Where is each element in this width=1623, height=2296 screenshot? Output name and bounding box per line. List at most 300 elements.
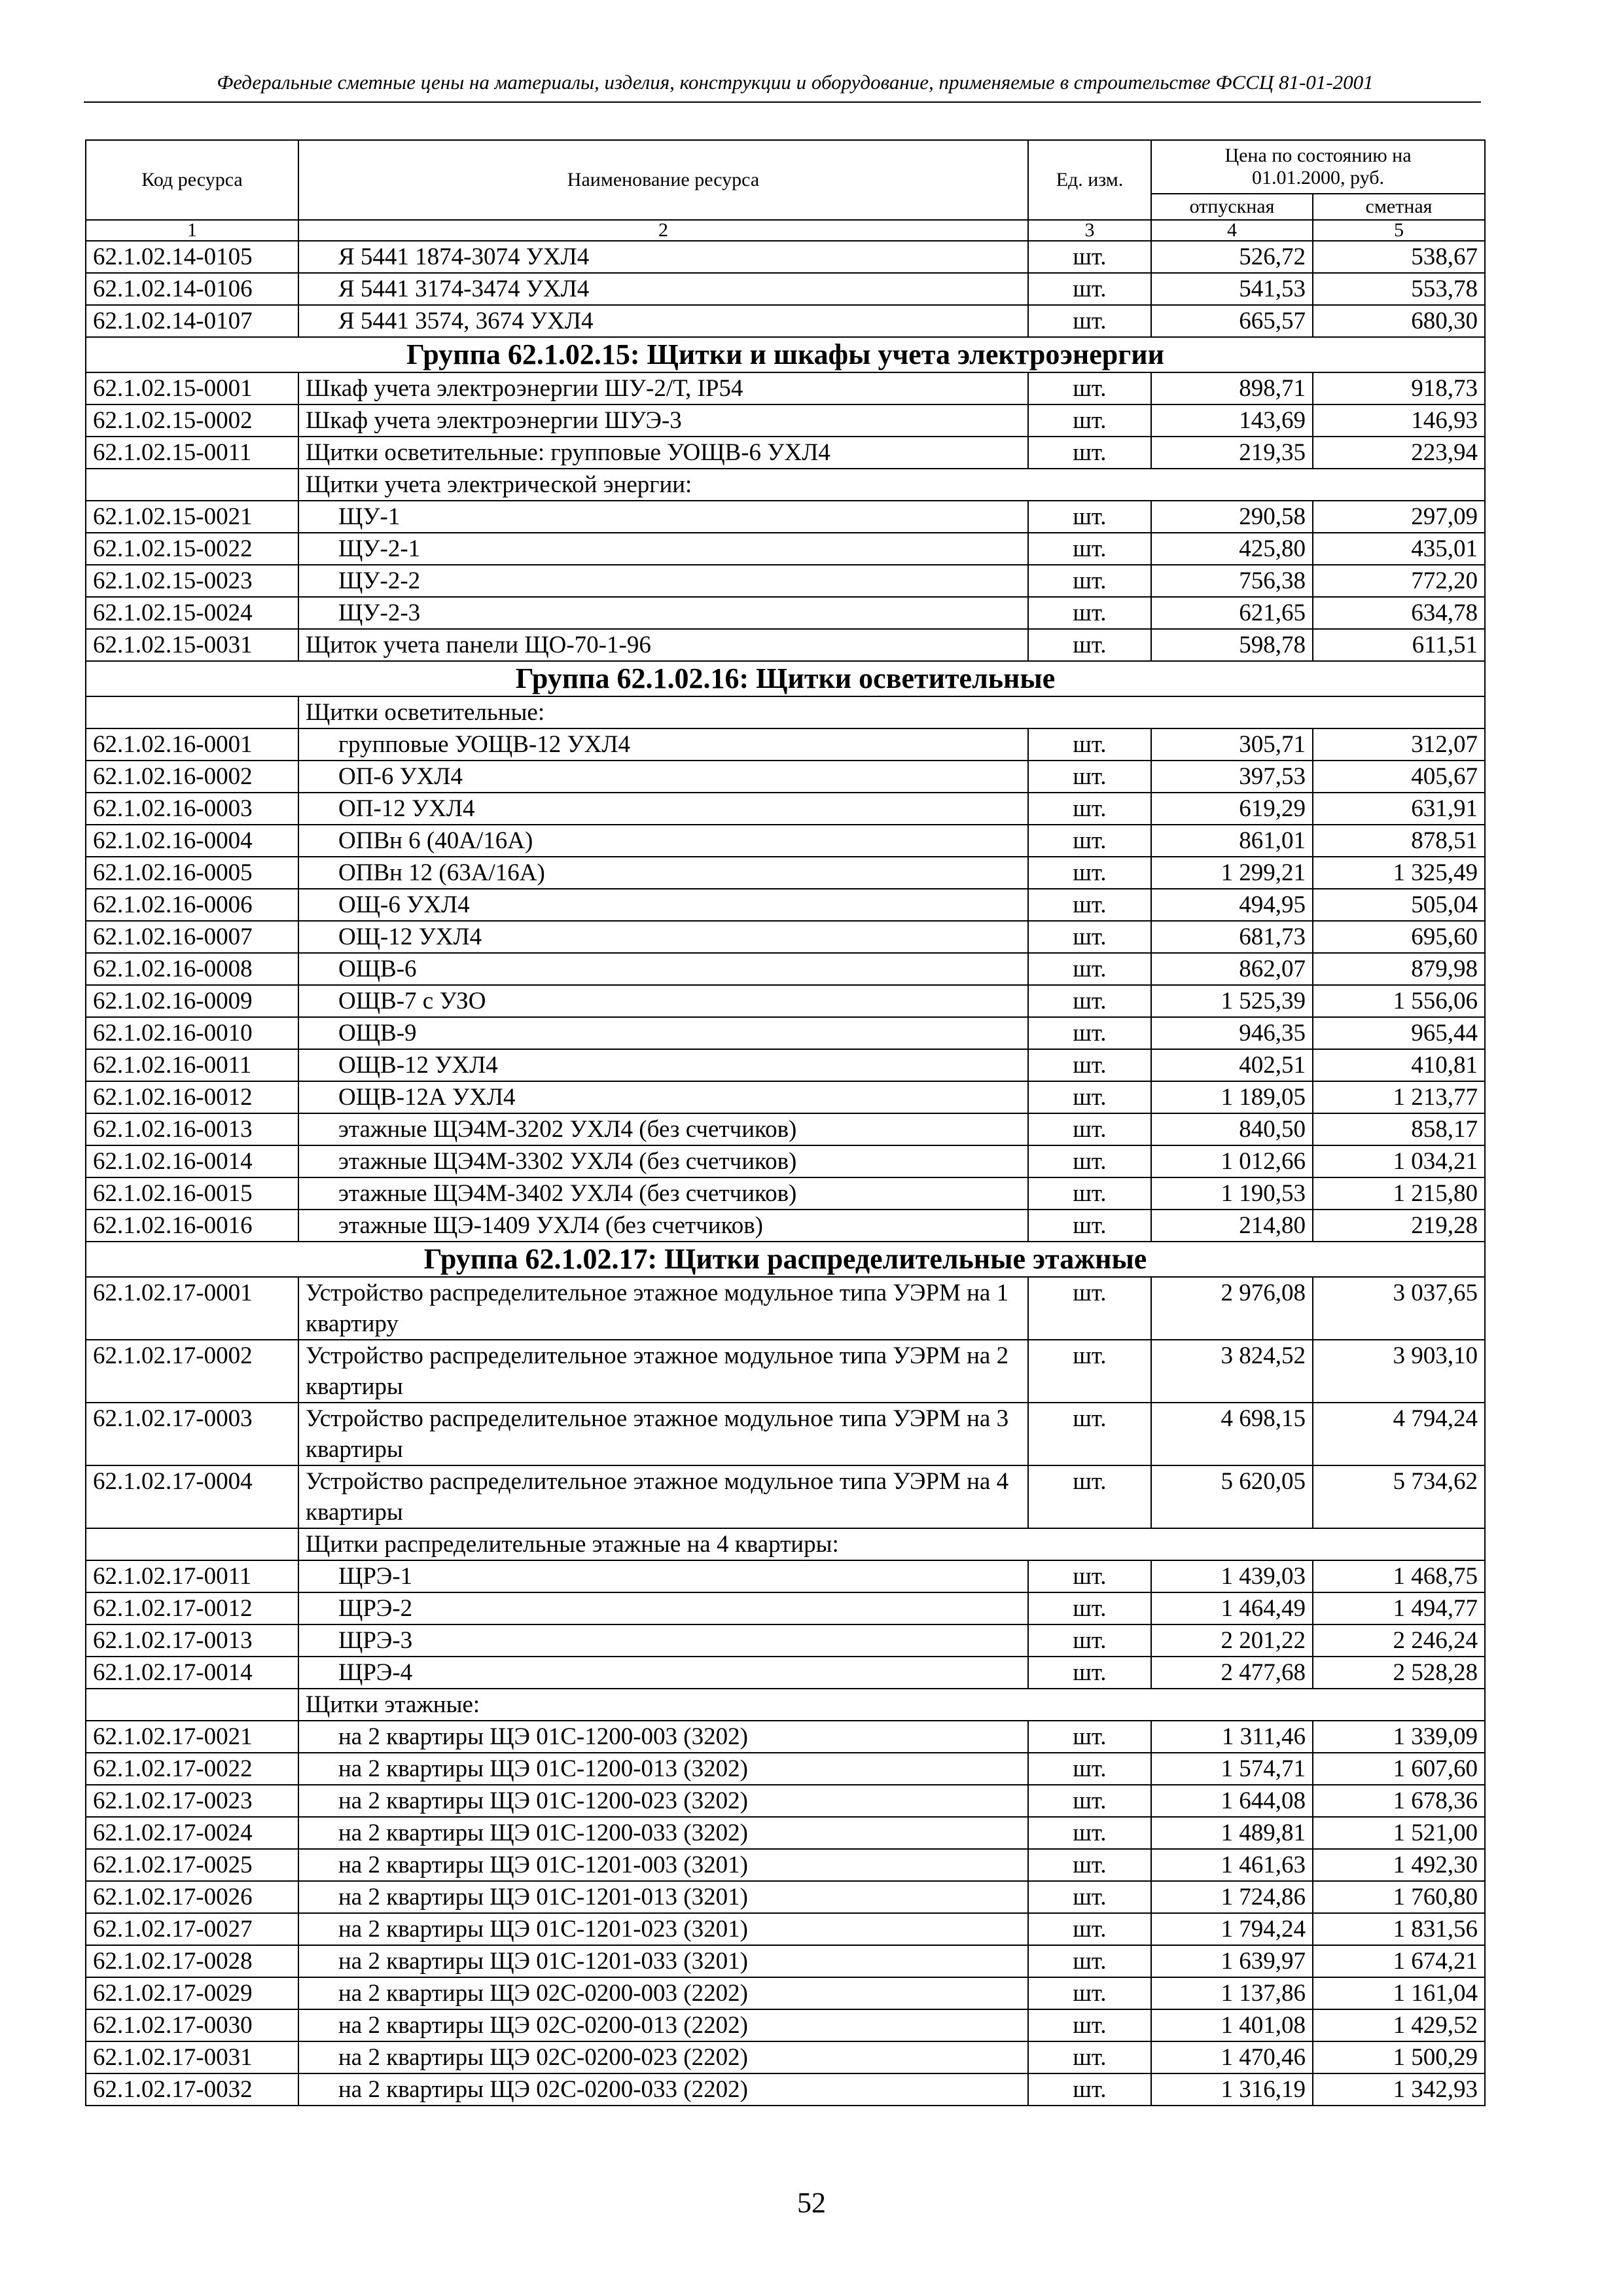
unit-cell: шт. [1028, 761, 1151, 793]
resource-code: 62.1.02.17-0021 [86, 1721, 298, 1753]
resource-code: 62.1.02.17-0025 [86, 1849, 298, 1881]
resource-code: 62.1.02.15-0011 [86, 437, 298, 469]
estimate-price: 1 494,77 [1313, 1592, 1485, 1624]
resource-code: 62.1.02.16-0008 [86, 953, 298, 985]
release-price: 1 461,63 [1151, 1849, 1313, 1881]
estimate-price: 1 674,21 [1313, 1945, 1485, 1977]
resource-name: на 2 квартиры ЩЭ 02С-0200-023 (2202) [298, 2041, 1028, 2073]
resource-code: 62.1.02.15-0031 [86, 629, 298, 661]
resource-name: ОПВн 6 (40А/16А) [298, 825, 1028, 857]
unit-cell: шт. [1028, 1945, 1151, 1977]
empty-cell [86, 696, 298, 728]
release-price: 1 299,21 [1151, 857, 1313, 889]
unit-cell: шт. [1028, 1721, 1151, 1753]
column-header-unit: Ед. изм. [1028, 140, 1151, 220]
release-price: 840,50 [1151, 1113, 1313, 1145]
estimate-price: 695,60 [1313, 921, 1485, 953]
resource-code: 62.1.02.17-0014 [86, 1657, 298, 1689]
resource-name: на 2 квартиры ЩЭ 01С-1201-013 (3201) [298, 1881, 1028, 1913]
group-heading-row [86, 661, 1485, 696]
release-price: 619,29 [1151, 793, 1313, 825]
table-row [86, 728, 1485, 761]
table-row [86, 1881, 1485, 1913]
unit-cell: шт. [1028, 825, 1151, 857]
resource-code: 62.1.02.15-0022 [86, 533, 298, 565]
estimate-price: 680,30 [1313, 305, 1485, 337]
unit-cell: шт. [1028, 241, 1151, 273]
table-row [86, 1849, 1485, 1881]
resource-name: ЩРЭ-4 [298, 1657, 1028, 1689]
estimate-price: 146,93 [1313, 404, 1485, 437]
table-row [86, 501, 1485, 533]
release-price: 1 439,03 [1151, 1560, 1313, 1592]
resource-name: этажные ЩЭ-1409 УХЛ4 (без счетчиков) [298, 1210, 1028, 1242]
estimate-price: 1 831,56 [1313, 1913, 1485, 1945]
unit-cell: шт. [1028, 1881, 1151, 1913]
table-row [86, 793, 1485, 825]
column-number-3: 3 [1028, 220, 1151, 241]
resource-name: этажные ЩЭ4М-3202 УХЛ4 (без счетчиков) [298, 1113, 1028, 1145]
table-row [86, 985, 1485, 1017]
table-row [86, 889, 1485, 921]
unit-cell: шт. [1028, 1145, 1151, 1177]
unit-cell: шт. [1028, 1849, 1151, 1881]
resource-name: Устройство распределительное этажное модульное типа УЭРМ на 3 квартиры [298, 1403, 1028, 1465]
table-row [86, 372, 1485, 404]
release-price: 1 470,46 [1151, 2041, 1313, 2073]
estimate-price: 631,91 [1313, 793, 1485, 825]
release-price: 397,53 [1151, 761, 1313, 793]
resource-code: 62.1.02.17-0004 [86, 1465, 298, 1528]
release-price: 621,65 [1151, 597, 1313, 629]
estimate-price: 505,04 [1313, 889, 1485, 921]
resource-name: на 2 квартиры ЩЭ 02С-0200-013 (2202) [298, 2009, 1028, 2041]
table-row [86, 1785, 1485, 1817]
column-header-release: отпускная [1151, 194, 1313, 220]
table-row [86, 953, 1485, 985]
column-number-2: 2 [298, 220, 1028, 241]
table-row [86, 1340, 1485, 1403]
subheading: Щитки распределительные этажные на 4 квартиры: [298, 1528, 1485, 1560]
table-row [86, 437, 1485, 469]
resource-name: ОП-12 УХЛ4 [298, 793, 1028, 825]
resource-code: 62.1.02.17-0002 [86, 1340, 298, 1403]
estimate-price: 965,44 [1313, 1017, 1485, 1049]
estimate-price: 1 607,60 [1313, 1753, 1485, 1785]
subheading-row [86, 1689, 1485, 1721]
table-row [86, 761, 1485, 793]
resource-name: Устройство распределительное этажное модульное типа УЭРМ на 1 квартиру [298, 1277, 1028, 1340]
resource-code: 62.1.02.16-0015 [86, 1177, 298, 1210]
resource-name: ЩУ-2-2 [298, 565, 1028, 597]
resource-name: ЩРЭ-1 [298, 1560, 1028, 1592]
unit-cell: шт. [1028, 793, 1151, 825]
table-row [86, 1721, 1485, 1753]
resource-code: 62.1.02.15-0021 [86, 501, 298, 533]
release-price: 1 012,66 [1151, 1145, 1313, 1177]
resource-code: 62.1.02.17-0023 [86, 1785, 298, 1817]
release-price: 1 724,86 [1151, 1881, 1313, 1913]
resource-name: Шкаф учета электроэнергии ШУЭ-3 [298, 404, 1028, 437]
resource-code: 62.1.02.17-0022 [86, 1753, 298, 1785]
resource-name: Щиток учета панели ЩО-70-1-96 [298, 629, 1028, 661]
resource-code: 62.1.02.16-0003 [86, 793, 298, 825]
subheading-row [86, 696, 1485, 728]
resource-name: на 2 квартиры ЩЭ 02С-0200-033 (2202) [298, 2073, 1028, 2106]
estimate-price: 1 492,30 [1313, 1849, 1485, 1881]
table-row [86, 921, 1485, 953]
column-header-name: Наименование ресурса [298, 140, 1028, 220]
release-price: 1 137,86 [1151, 1977, 1313, 2009]
resource-name: на 2 квартиры ЩЭ 01С-1200-033 (3202) [298, 1817, 1028, 1849]
release-price: 541,53 [1151, 273, 1313, 305]
group-heading: Группа 62.1.02.16: Щитки осветительные [86, 661, 1485, 696]
column-header-price: Цена по состоянию на 01.01.2000, руб. [1151, 140, 1485, 194]
resource-name: Щитки осветительные: групповые УОЩВ-6 УХЛ4 [298, 437, 1028, 469]
release-price: 305,71 [1151, 728, 1313, 761]
table-row [86, 2009, 1485, 2041]
table-row [86, 1465, 1485, 1528]
resource-name: ОЩВ-6 [298, 953, 1028, 985]
unit-cell: шт. [1028, 1081, 1151, 1113]
resource-name: Шкаф учета электроэнергии ШУ-2/Т, IP54 [298, 372, 1028, 404]
resource-code: 62.1.02.17-0031 [86, 2041, 298, 2073]
estimate-price: 219,28 [1313, 1210, 1485, 1242]
unit-cell: шт. [1028, 437, 1151, 469]
unit-cell: шт. [1028, 1017, 1151, 1049]
estimate-price: 3 037,65 [1313, 1277, 1485, 1340]
column-number-4: 4 [1151, 220, 1313, 241]
release-price: 1 189,05 [1151, 1081, 1313, 1113]
unit-cell: шт. [1028, 1817, 1151, 1849]
unit-cell: шт. [1028, 404, 1151, 437]
resource-code: 62.1.02.17-0003 [86, 1403, 298, 1465]
unit-cell: шт. [1028, 372, 1151, 404]
table-row [86, 1977, 1485, 2009]
estimate-price: 1 325,49 [1313, 857, 1485, 889]
resource-code: 62.1.02.16-0009 [86, 985, 298, 1017]
estimate-price: 879,98 [1313, 953, 1485, 985]
unit-cell: шт. [1028, 889, 1151, 921]
resource-name: на 2 квартиры ЩЭ 02С-0200-003 (2202) [298, 1977, 1028, 2009]
resource-name: этажные ЩЭ4М-3402 УХЛ4 (без счетчиков) [298, 1177, 1028, 1210]
table-row [86, 273, 1485, 305]
resource-code: 62.1.02.17-0024 [86, 1817, 298, 1849]
estimate-price: 878,51 [1313, 825, 1485, 857]
resource-code: 62.1.02.16-0010 [86, 1017, 298, 1049]
resource-code: 62.1.02.16-0002 [86, 761, 298, 793]
release-price: 3 824,52 [1151, 1340, 1313, 1403]
unit-cell: шт. [1028, 953, 1151, 985]
resource-code: 62.1.02.16-0007 [86, 921, 298, 953]
estimate-price: 5 734,62 [1313, 1465, 1485, 1528]
unit-cell: шт. [1028, 1913, 1151, 1945]
unit-cell: шт. [1028, 1785, 1151, 1817]
resource-code: 62.1.02.16-0005 [86, 857, 298, 889]
resource-code: 62.1.02.16-0016 [86, 1210, 298, 1242]
unit-cell: шт. [1028, 1340, 1151, 1403]
unit-cell: шт. [1028, 1753, 1151, 1785]
table-row [86, 629, 1485, 661]
resource-code: 62.1.02.15-0023 [86, 565, 298, 597]
estimate-price: 405,67 [1313, 761, 1485, 793]
release-price: 494,95 [1151, 889, 1313, 921]
column-number-1: 1 [86, 220, 298, 241]
group-heading-row [86, 1242, 1485, 1277]
release-price: 219,35 [1151, 437, 1313, 469]
table-row [86, 2073, 1485, 2106]
resource-name: на 2 квартиры ЩЭ 01С-1201-033 (3201) [298, 1945, 1028, 1977]
estimate-price: 435,01 [1313, 533, 1485, 565]
resource-name: ОПВн 12 (63А/16А) [298, 857, 1028, 889]
resource-code: 62.1.02.17-0030 [86, 2009, 298, 2041]
unit-cell: шт. [1028, 501, 1151, 533]
unit-cell: шт. [1028, 1177, 1151, 1210]
column-header-code: Код ресурса [86, 140, 298, 220]
release-price: 425,80 [1151, 533, 1313, 565]
estimate-price: 312,07 [1313, 728, 1485, 761]
subheading-row [86, 1528, 1485, 1560]
resource-name: ОЩВ-12А УХЛ4 [298, 1081, 1028, 1113]
release-price: 861,01 [1151, 825, 1313, 857]
unit-cell: шт. [1028, 1977, 1151, 2009]
resource-name: ОЩ-6 УХЛ4 [298, 889, 1028, 921]
table-row [86, 1145, 1485, 1177]
table-row [86, 533, 1485, 565]
release-price: 1 316,19 [1151, 2073, 1313, 2106]
unit-cell: шт. [1028, 1465, 1151, 1528]
unit-cell: шт. [1028, 2041, 1151, 2073]
resource-name: Устройство распределительное этажное модульное типа УЭРМ на 4 квартиры [298, 1465, 1028, 1528]
resource-code: 62.1.02.16-0012 [86, 1081, 298, 1113]
empty-cell [86, 1689, 298, 1721]
table-row [86, 305, 1485, 337]
table-row [86, 1017, 1485, 1049]
table-row [86, 1592, 1485, 1624]
release-price: 1 311,46 [1151, 1721, 1313, 1753]
unit-cell: шт. [1028, 1592, 1151, 1624]
release-price: 946,35 [1151, 1017, 1313, 1049]
resource-name: на 2 квартиры ЩЭ 01С-1200-023 (3202) [298, 1785, 1028, 1817]
table-row [86, 1210, 1485, 1242]
release-price: 1 464,49 [1151, 1592, 1313, 1624]
table-row [86, 2041, 1485, 2073]
empty-cell [86, 1528, 298, 1560]
subheading-row [86, 469, 1485, 501]
resource-code: 62.1.02.14-0106 [86, 273, 298, 305]
estimate-price: 1 500,29 [1313, 2041, 1485, 2073]
release-price: 1 639,97 [1151, 1945, 1313, 1977]
estimate-price: 1 213,77 [1313, 1081, 1485, 1113]
header-rule [84, 101, 1481, 103]
unit-cell: шт. [1028, 2009, 1151, 2041]
column-header-estimate: сметная [1313, 194, 1485, 220]
subheading: Щитки учета электрической энергии: [298, 469, 1485, 501]
resource-name: Я 5441 3174-3474 УХЛ4 [298, 273, 1028, 305]
unit-cell: шт. [1028, 921, 1151, 953]
resource-name: на 2 квартиры ЩЭ 01С-1200-013 (3202) [298, 1753, 1028, 1785]
estimate-price: 858,17 [1313, 1113, 1485, 1145]
resource-name: ОП-6 УХЛ4 [298, 761, 1028, 793]
estimate-price: 2 246,24 [1313, 1624, 1485, 1657]
estimate-price: 1 760,80 [1313, 1881, 1485, 1913]
resource-code: 62.1.02.16-0006 [86, 889, 298, 921]
estimate-price: 1 429,52 [1313, 2009, 1485, 2041]
resource-code: 62.1.02.14-0105 [86, 241, 298, 273]
estimate-price: 4 794,24 [1313, 1403, 1485, 1465]
unit-cell: шт. [1028, 857, 1151, 889]
table-row [86, 1945, 1485, 1977]
unit-cell: шт. [1028, 728, 1151, 761]
resource-code: 62.1.02.16-0011 [86, 1049, 298, 1081]
resource-name: Я 5441 3574, 3674 УХЛ4 [298, 305, 1028, 337]
unit-cell: шт. [1028, 1113, 1151, 1145]
unit-cell: шт. [1028, 1277, 1151, 1340]
unit-cell: шт. [1028, 629, 1151, 661]
column-number-5: 5 [1313, 220, 1485, 241]
unit-cell: шт. [1028, 2073, 1151, 2106]
resource-name: ЩРЭ-2 [298, 1592, 1028, 1624]
release-price: 681,73 [1151, 921, 1313, 953]
resource-code: 62.1.02.17-0011 [86, 1560, 298, 1592]
table-row [86, 241, 1485, 273]
release-price: 1 794,24 [1151, 1913, 1313, 1945]
unit-cell: шт. [1028, 1210, 1151, 1242]
table-row [86, 404, 1485, 437]
resource-name: этажные ЩЭ4М-3302 УХЛ4 (без счетчиков) [298, 1145, 1028, 1177]
resource-code: 62.1.02.17-0028 [86, 1945, 298, 1977]
resource-code: 62.1.02.16-0004 [86, 825, 298, 857]
resource-code: 62.1.02.17-0012 [86, 1592, 298, 1624]
release-price: 2 201,22 [1151, 1624, 1313, 1657]
empty-cell [86, 469, 298, 501]
resource-code: 62.1.02.17-0001 [86, 1277, 298, 1340]
resource-name: ОЩВ-12 УХЛ4 [298, 1049, 1028, 1081]
resource-name: ОЩВ-9 [298, 1017, 1028, 1049]
unit-cell: шт. [1028, 597, 1151, 629]
running-header: Федеральные сметные цены на материалы, изделия, конструкции и оборудование, применяемые в строительстве ФССЦ 81-01-2001 [217, 71, 1374, 94]
table-row [86, 1913, 1485, 1945]
table-row [86, 1624, 1485, 1657]
release-price: 1 644,08 [1151, 1785, 1313, 1817]
unit-cell: шт. [1028, 305, 1151, 337]
estimate-price: 918,73 [1313, 372, 1485, 404]
release-price: 898,71 [1151, 372, 1313, 404]
table-row [86, 1753, 1485, 1785]
resource-name: на 2 квартиры ЩЭ 01С-1200-003 (3202) [298, 1721, 1028, 1753]
release-price: 862,07 [1151, 953, 1313, 985]
estimate-price: 634,78 [1313, 597, 1485, 629]
release-price: 1 525,39 [1151, 985, 1313, 1017]
table-row [86, 565, 1485, 597]
estimate-price: 611,51 [1313, 629, 1485, 661]
estimate-price: 1 034,21 [1313, 1145, 1485, 1177]
resource-code: 62.1.02.17-0013 [86, 1624, 298, 1657]
estimate-price: 553,78 [1313, 273, 1485, 305]
resource-name: ЩУ-2-3 [298, 597, 1028, 629]
table-row [86, 1277, 1485, 1340]
estimate-price: 1 215,80 [1313, 1177, 1485, 1210]
table-row [86, 857, 1485, 889]
release-price: 526,72 [1151, 241, 1313, 273]
estimate-price: 1 161,04 [1313, 1977, 1485, 2009]
estimate-price: 1 678,36 [1313, 1785, 1485, 1817]
resource-name: на 2 квартиры ЩЭ 01С-1201-003 (3201) [298, 1849, 1028, 1881]
release-price: 1 190,53 [1151, 1177, 1313, 1210]
unit-cell: шт. [1028, 985, 1151, 1017]
table-row [86, 825, 1485, 857]
group-heading-row [86, 337, 1485, 372]
table-row [86, 597, 1485, 629]
unit-cell: шт. [1028, 533, 1151, 565]
price-table [85, 139, 1486, 2106]
release-price: 5 620,05 [1151, 1465, 1313, 1528]
resource-name: на 2 квартиры ЩЭ 01С-1201-023 (3201) [298, 1913, 1028, 1945]
unit-cell: шт. [1028, 565, 1151, 597]
release-price: 214,80 [1151, 1210, 1313, 1242]
resource-code: 62.1.02.17-0027 [86, 1913, 298, 1945]
resource-code: 62.1.02.15-0002 [86, 404, 298, 437]
release-price: 1 489,81 [1151, 1817, 1313, 1849]
resource-code: 62.1.02.17-0032 [86, 2073, 298, 2106]
resource-code: 62.1.02.16-0013 [86, 1113, 298, 1145]
resource-name: ОЩВ-7 с УЗО [298, 985, 1028, 1017]
unit-cell: шт. [1028, 273, 1151, 305]
release-price: 402,51 [1151, 1049, 1313, 1081]
release-price: 4 698,15 [1151, 1403, 1313, 1465]
release-price: 1 574,71 [1151, 1753, 1313, 1785]
resource-name: групповые УОЩВ-12 УХЛ4 [298, 728, 1028, 761]
estimate-price: 410,81 [1313, 1049, 1485, 1081]
resource-code: 62.1.02.15-0024 [86, 597, 298, 629]
resource-name: ОЩ-12 УХЛ4 [298, 921, 1028, 953]
estimate-price: 1 339,09 [1313, 1721, 1485, 1753]
table-row [86, 1049, 1485, 1081]
release-price: 2 477,68 [1151, 1657, 1313, 1689]
resource-code: 62.1.02.14-0107 [86, 305, 298, 337]
estimate-price: 1 556,06 [1313, 985, 1485, 1017]
estimate-price: 1 521,00 [1313, 1817, 1485, 1849]
table-row [86, 1113, 1485, 1145]
release-price: 665,57 [1151, 305, 1313, 337]
table-row [86, 1817, 1485, 1849]
resource-code: 62.1.02.16-0014 [86, 1145, 298, 1177]
table-row [86, 1403, 1485, 1465]
release-price: 1 401,08 [1151, 2009, 1313, 2041]
estimate-price: 772,20 [1313, 565, 1485, 597]
resource-name: Я 5441 1874-3074 УХЛ4 [298, 241, 1028, 273]
release-price: 143,69 [1151, 404, 1313, 437]
unit-cell: шт. [1028, 1049, 1151, 1081]
resource-name: ЩУ-2-1 [298, 533, 1028, 565]
table-row [86, 1177, 1485, 1210]
estimate-price: 3 903,10 [1313, 1340, 1485, 1403]
subheading: Щитки этажные: [298, 1689, 1485, 1721]
resource-code: 62.1.02.15-0001 [86, 372, 298, 404]
subheading: Щитки осветительные: [298, 696, 1485, 728]
release-price: 290,58 [1151, 501, 1313, 533]
table-row [86, 1657, 1485, 1689]
release-price: 2 976,08 [1151, 1277, 1313, 1340]
estimate-price: 223,94 [1313, 437, 1485, 469]
unit-cell: шт. [1028, 1657, 1151, 1689]
resource-code: 62.1.02.17-0026 [86, 1881, 298, 1913]
group-heading: Группа 62.1.02.15: Щитки и шкафы учета электроэнергии [86, 337, 1485, 372]
table-row [86, 1560, 1485, 1592]
table-body [86, 241, 1485, 2106]
table-row [86, 1081, 1485, 1113]
release-price: 598,78 [1151, 629, 1313, 661]
